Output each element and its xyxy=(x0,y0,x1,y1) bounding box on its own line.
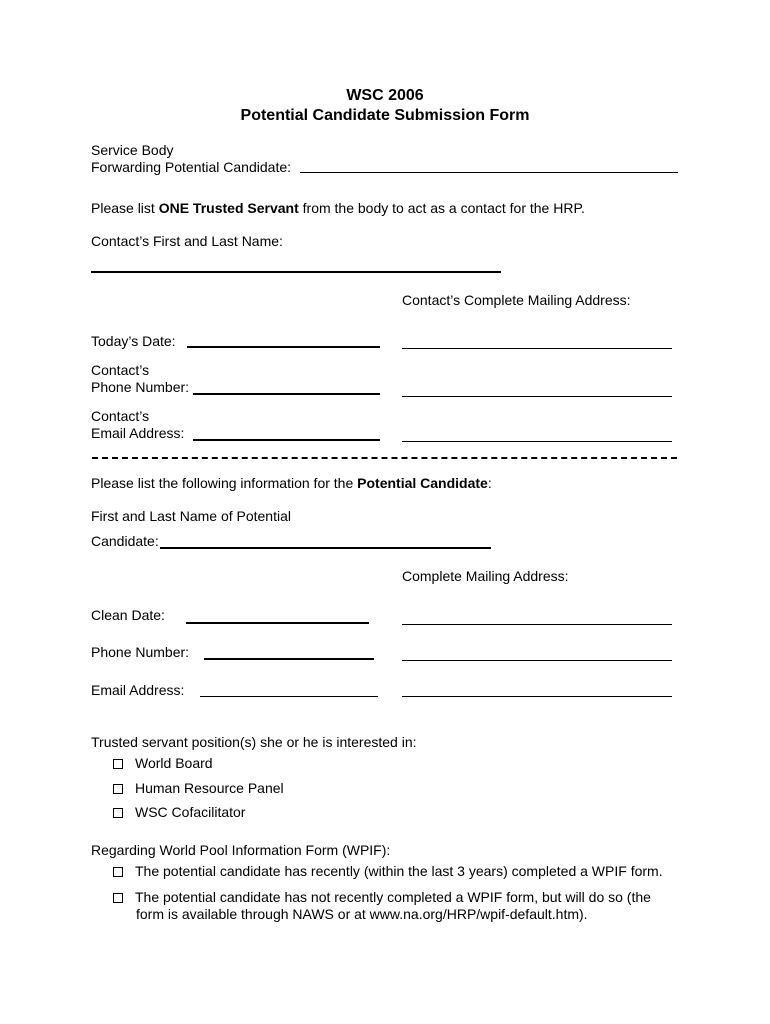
candidate-instruction-suffix: : xyxy=(487,475,492,491)
candidate-email-field[interactable] xyxy=(200,696,378,697)
contact-phone-label-top: Contact’s xyxy=(91,362,150,378)
forwarding-candidate-label: Forwarding Potential Candidate: xyxy=(91,159,292,175)
candidate-name-label: Candidate: xyxy=(91,533,159,549)
checkbox-icon[interactable] xyxy=(113,867,123,877)
wpif-option-label: The potential candidate has not recently completed a WPIF form, but will do so (the xyxy=(135,889,651,905)
candidate-name-label-top: First and Last Name of Potential xyxy=(91,508,291,524)
position-option-label: Human Resource Panel xyxy=(135,780,284,796)
candidate-mailing-label: Complete Mailing Address: xyxy=(402,568,569,584)
contact-name-label: Contact’s First and Last Name: xyxy=(91,233,283,249)
todays-date-field[interactable] xyxy=(187,346,380,348)
contact-instruction xyxy=(91,200,585,217)
service-body-field[interactable] xyxy=(300,172,678,173)
candidate-address-line-1[interactable] xyxy=(402,624,672,625)
contact-email-field[interactable] xyxy=(193,439,380,441)
contact-address-line-3[interactable] xyxy=(402,441,672,442)
contact-phone-field[interactable] xyxy=(193,393,380,395)
candidate-address-line-3[interactable] xyxy=(402,696,672,697)
wpif-option-label: The potential candidate has recently (within the last 3 years) completed a WPIF form. xyxy=(135,863,663,879)
candidate-instruction-emphasis: Potential Candidate xyxy=(357,475,488,491)
checkbox-icon[interactable] xyxy=(113,759,123,769)
candidate-email-label: Email Address: xyxy=(91,682,185,698)
wpif-option-not-completed[interactable] xyxy=(113,889,651,906)
position-option-label: World Board xyxy=(135,755,213,771)
position-option-hrp[interactable] xyxy=(113,780,284,797)
form-title: Potential Candidate Submission Form xyxy=(240,107,530,124)
candidate-instruction xyxy=(91,475,492,492)
candidate-address-line-2[interactable] xyxy=(402,660,672,661)
wpif-label: Regarding World Pool Information Form (WPIF): xyxy=(91,842,391,858)
checkbox-icon[interactable] xyxy=(113,784,123,794)
candidate-phone-field[interactable] xyxy=(204,658,374,660)
todays-date-label: Today’s Date: xyxy=(91,333,176,349)
clean-date-field[interactable] xyxy=(186,622,369,624)
position-option-world-board[interactable] xyxy=(113,755,213,772)
instruction-emphasis: ONE Trusted Servant xyxy=(158,200,299,216)
wpif-option-continuation: form is available through NAWS or at www.na.org/HRP/wpif-default.htm). xyxy=(136,906,588,922)
contact-mailing-label: Contact’s Complete Mailing Address: xyxy=(402,292,631,308)
service-body-label: Service Body xyxy=(91,142,174,158)
contact-email-label: Email Address: xyxy=(91,425,185,441)
instruction-suffix: from the body to act as a contact for the HRP. xyxy=(298,200,585,216)
candidate-instruction-prefix: Please list the following information for the xyxy=(91,475,358,491)
contact-address-line-1[interactable] xyxy=(402,348,672,349)
form-title-year: WSC 2006 xyxy=(346,87,424,104)
contact-address-line-2[interactable] xyxy=(402,396,672,397)
wpif-option-completed[interactable] xyxy=(113,863,663,880)
clean-date-label: Clean Date: xyxy=(91,607,165,623)
candidate-name-field[interactable] xyxy=(160,547,491,549)
candidate-phone-label: Phone Number: xyxy=(91,644,190,660)
position-option-label: WSC Cofacilitator xyxy=(135,804,246,820)
section-divider xyxy=(92,457,677,459)
contact-email-label-top: Contact’s xyxy=(91,408,150,424)
contact-phone-label: Phone Number: xyxy=(91,379,190,395)
positions-label: Trusted servant position(s) she or he is interested in: xyxy=(91,734,417,750)
checkbox-icon[interactable] xyxy=(113,808,123,818)
position-option-cofacilitator[interactable] xyxy=(113,804,245,821)
instruction-prefix: Please list xyxy=(91,200,159,216)
checkbox-icon[interactable] xyxy=(113,893,123,903)
contact-name-field[interactable] xyxy=(91,271,501,273)
